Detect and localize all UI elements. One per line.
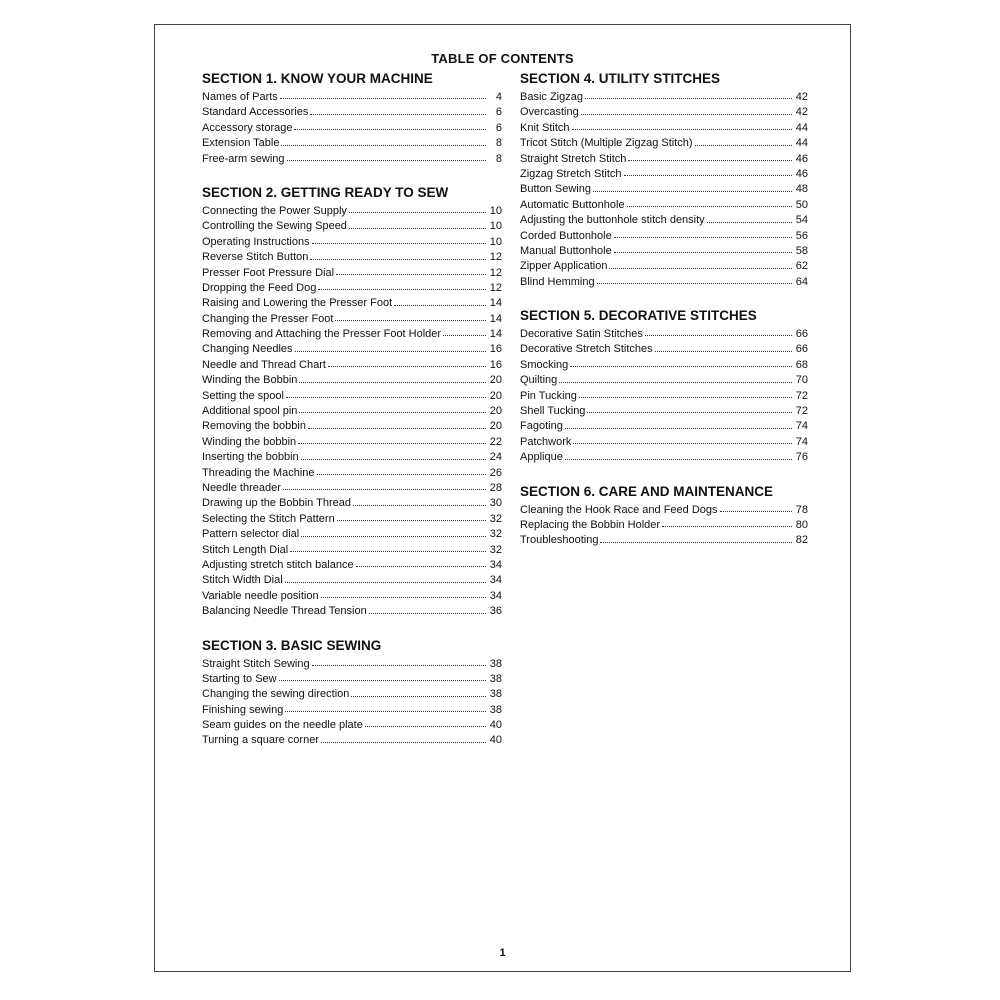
toc-entry bbox=[202, 496, 502, 511]
toc-entry-title: Changing the sewing direction bbox=[202, 688, 350, 701]
dot-leader bbox=[369, 612, 486, 614]
toc-entry bbox=[520, 244, 808, 259]
dot-leader bbox=[336, 273, 486, 275]
toc-entry-page: 50 bbox=[795, 198, 808, 211]
dot-leader bbox=[328, 365, 486, 367]
toc-entry-page: 14 bbox=[489, 328, 502, 341]
toc-entry-title: Stitch Length Dial bbox=[202, 543, 289, 556]
toc-entry-title: Standard Accessories bbox=[202, 106, 309, 119]
dot-leader bbox=[609, 267, 792, 269]
toc-entry-title: Removing the bobbin bbox=[202, 420, 306, 433]
toc-entry-page: 30 bbox=[489, 497, 502, 510]
dot-leader bbox=[321, 741, 486, 743]
toc-entry-title: Changing the Presser Foot bbox=[202, 312, 334, 325]
toc-entry bbox=[202, 604, 502, 619]
toc-entry bbox=[520, 229, 808, 244]
document-page bbox=[154, 24, 851, 972]
toc-entry-page: 34 bbox=[489, 589, 502, 602]
toc-entry-title: Applique bbox=[520, 451, 563, 464]
dot-leader bbox=[285, 581, 486, 583]
toc-entry bbox=[202, 136, 502, 151]
toc-entry-page: 12 bbox=[489, 281, 502, 294]
toc-entry bbox=[202, 435, 502, 450]
toc-entry-title: Adjusting the buttonhole stitch density bbox=[520, 214, 705, 227]
toc-entry bbox=[202, 672, 502, 687]
toc-entry-page: 80 bbox=[795, 518, 808, 531]
toc-entry-title: Automatic Buttonhole bbox=[520, 198, 625, 211]
toc-entry-page: 8 bbox=[495, 137, 502, 150]
toc-entry-page: 38 bbox=[489, 703, 502, 716]
toc-entry-page: 38 bbox=[489, 657, 502, 670]
toc-entry-page: 46 bbox=[795, 167, 808, 180]
toc-entry-title: Starting to Sew bbox=[202, 672, 277, 685]
toc-entry-title: Changing Needles bbox=[202, 343, 293, 356]
toc-entry-page: 32 bbox=[489, 512, 502, 525]
toc-entry-title: Presser Foot Pressure Dial bbox=[202, 266, 335, 279]
dot-leader bbox=[312, 242, 486, 244]
dot-leader bbox=[443, 334, 486, 336]
dot-leader bbox=[565, 458, 792, 460]
dot-leader bbox=[290, 550, 486, 552]
dot-leader bbox=[570, 365, 792, 367]
toc-entry bbox=[520, 404, 808, 419]
toc-entry bbox=[202, 358, 502, 373]
toc-entry-title: Raising and Lowering the Presser Foot bbox=[202, 297, 393, 310]
toc-entry-title: Straight Stretch Stitch bbox=[520, 152, 627, 165]
dot-leader bbox=[662, 525, 792, 527]
dot-leader bbox=[600, 541, 792, 543]
toc-entry-page: 20 bbox=[489, 405, 502, 418]
toc-section bbox=[202, 638, 502, 749]
toc-entry-title: Corded Buttonhole bbox=[520, 229, 612, 242]
dot-leader bbox=[707, 221, 792, 223]
toc-entry-page: 70 bbox=[795, 374, 808, 387]
toc-entry-page: 36 bbox=[489, 605, 502, 618]
toc-entry-title: Removing and Attaching the Presser Foot Holder bbox=[202, 328, 442, 341]
toc-section bbox=[202, 71, 502, 167]
toc-entry-title: Controlling the Sewing Speed bbox=[202, 220, 347, 233]
toc-entry bbox=[520, 450, 808, 465]
toc-entry-page: 58 bbox=[795, 244, 808, 257]
toc-entry-title: Needle and Thread Chart bbox=[202, 358, 326, 371]
toc-entry bbox=[202, 327, 502, 342]
toc-entry-page: 40 bbox=[489, 734, 502, 747]
toc-entry-page: 64 bbox=[795, 275, 808, 288]
toc-entry bbox=[202, 90, 502, 105]
dot-leader bbox=[287, 159, 486, 161]
dot-leader bbox=[283, 488, 486, 490]
toc-entry-page: 16 bbox=[489, 358, 502, 371]
dot-leader bbox=[585, 97, 792, 99]
toc-entry bbox=[202, 342, 502, 357]
toc-entry-page: 8 bbox=[495, 152, 502, 165]
toc-entry-page: 56 bbox=[795, 229, 808, 242]
toc-entry bbox=[520, 121, 808, 136]
toc-entry-page: 46 bbox=[795, 152, 808, 165]
toc-entry-title: Knit Stitch bbox=[520, 121, 570, 134]
toc-entry-title: Dropping the Feed Dog bbox=[202, 281, 317, 294]
toc-entry-page: 62 bbox=[795, 260, 808, 273]
toc-entry bbox=[520, 136, 808, 151]
dot-leader bbox=[301, 535, 486, 537]
section-title: SECTION 4. UTILITY STITCHES bbox=[520, 71, 721, 86]
toc-entry bbox=[520, 259, 808, 274]
dot-leader bbox=[286, 396, 486, 398]
toc-entry-title: Zigzag Stretch Stitch bbox=[520, 167, 622, 180]
dot-leader bbox=[281, 144, 486, 146]
toc-entry-page: 28 bbox=[489, 481, 502, 494]
dot-leader bbox=[298, 442, 486, 444]
dot-leader bbox=[310, 258, 486, 260]
toc-entry bbox=[202, 219, 502, 234]
toc-entry-title: Winding the Bobbin bbox=[202, 374, 298, 387]
toc-entry-page: 14 bbox=[489, 312, 502, 325]
toc-entry-title: Straight Stitch Sewing bbox=[202, 657, 310, 670]
dot-leader bbox=[655, 350, 792, 352]
toc-entry-page: 16 bbox=[489, 343, 502, 356]
toc-entry-page: 12 bbox=[489, 251, 502, 264]
toc-entry-page: 24 bbox=[489, 451, 502, 464]
toc-entry bbox=[202, 204, 502, 219]
toc-entry-title: Stitch Width Dial bbox=[202, 574, 283, 587]
dot-leader bbox=[624, 174, 793, 176]
dot-leader bbox=[337, 519, 486, 521]
dot-leader bbox=[573, 442, 792, 444]
dot-leader bbox=[299, 381, 486, 383]
dot-leader bbox=[310, 113, 486, 115]
toc-entry bbox=[520, 389, 808, 404]
toc-entry-title: Selecting the Stitch Pattern bbox=[202, 512, 335, 525]
toc-entry bbox=[520, 327, 808, 342]
toc-entry-title: Tricot Stitch (Multiple Zigzag Stitch) bbox=[520, 137, 693, 150]
toc-entry-page: 4 bbox=[495, 91, 502, 103]
toc-entry bbox=[202, 450, 502, 465]
toc-entry-title: Seam guides on the needle plate bbox=[202, 719, 363, 732]
toc-entry bbox=[202, 481, 502, 496]
dot-leader bbox=[308, 427, 486, 429]
toc-entry-page: 74 bbox=[795, 435, 808, 448]
toc-entry-title: Threading the Machine bbox=[202, 466, 315, 479]
page-title: TABLE OF CONTENTS bbox=[431, 51, 574, 66]
toc-entry-page: 22 bbox=[489, 435, 502, 448]
toc-entry bbox=[202, 266, 502, 281]
toc-entry-page: 78 bbox=[795, 503, 808, 516]
dot-leader bbox=[365, 725, 486, 727]
dot-leader bbox=[565, 427, 792, 429]
toc-entry-title: Zipper Application bbox=[520, 260, 608, 273]
toc-entry-title: Decorative Satin Stitches bbox=[520, 328, 643, 341]
dot-leader bbox=[280, 97, 486, 99]
toc-entry bbox=[202, 105, 502, 120]
toc-entry bbox=[520, 90, 808, 105]
dot-leader bbox=[627, 205, 792, 207]
dot-leader bbox=[299, 411, 486, 413]
toc-entry-page: 42 bbox=[795, 91, 808, 103]
toc-entry-page: 10 bbox=[489, 204, 502, 217]
toc-entry bbox=[520, 503, 808, 518]
toc-entry bbox=[202, 687, 502, 702]
dot-leader bbox=[301, 458, 486, 460]
dot-leader bbox=[349, 227, 486, 229]
toc-entry-page: 44 bbox=[795, 137, 808, 150]
toc-entry bbox=[202, 527, 502, 542]
toc-entry-title: Inserting the bobbin bbox=[202, 451, 299, 464]
toc-entry bbox=[202, 419, 502, 434]
section-title: SECTION 3. BASIC SEWING bbox=[202, 637, 382, 653]
dot-leader bbox=[597, 282, 792, 284]
toc-entry-title: Smocking bbox=[520, 358, 569, 371]
toc-entry-page: 42 bbox=[795, 106, 808, 119]
toc-entry bbox=[202, 389, 502, 404]
dot-leader bbox=[593, 190, 792, 192]
toc-entry bbox=[202, 657, 502, 672]
toc-entry bbox=[202, 281, 502, 296]
dot-leader bbox=[294, 128, 486, 130]
toc-entry-page: 12 bbox=[489, 266, 502, 279]
toc-entry bbox=[202, 312, 502, 327]
toc-entry-page: 82 bbox=[795, 534, 808, 547]
section-title: SECTION 6. CARE AND MAINTENANCE bbox=[520, 483, 774, 499]
toc-entry-title: Setting the spool bbox=[202, 389, 284, 402]
toc-entry bbox=[520, 518, 808, 533]
section-title: SECTION 5. DECORATIVE STITCHES bbox=[520, 308, 757, 324]
toc-entry bbox=[202, 373, 502, 388]
toc-entry bbox=[202, 558, 502, 573]
toc-entry bbox=[520, 167, 808, 182]
toc-entry-page: 66 bbox=[795, 328, 808, 341]
toc-entry bbox=[202, 573, 502, 588]
dot-leader bbox=[335, 319, 486, 321]
toc-entry bbox=[520, 435, 808, 450]
dot-leader bbox=[695, 144, 792, 146]
toc-entry-title: Manual Buttonhole bbox=[520, 244, 612, 257]
toc-entry bbox=[520, 182, 808, 197]
toc-entry-title: Cleaning the Hook Race and Feed Dogs bbox=[520, 503, 718, 516]
section-title: SECTION 1. KNOW YOUR MACHINE bbox=[202, 71, 433, 86]
toc-entry-title: Quilting bbox=[520, 374, 558, 387]
toc-entry-page: 38 bbox=[489, 672, 502, 685]
toc-entry bbox=[202, 235, 502, 250]
toc-entry-title: Pattern selector dial bbox=[202, 528, 300, 541]
toc-entry-page: 6 bbox=[495, 121, 502, 134]
dot-leader bbox=[351, 695, 486, 697]
toc-entry-page: 74 bbox=[795, 420, 808, 433]
toc-entry-title: Pin Tucking bbox=[520, 389, 577, 402]
toc-section bbox=[520, 308, 808, 466]
toc-entry-page: 10 bbox=[489, 235, 502, 248]
toc-entry bbox=[202, 121, 502, 136]
toc-entry-page: 38 bbox=[489, 688, 502, 701]
toc-entry bbox=[202, 589, 502, 604]
toc-entry-title: Balancing Needle Thread Tension bbox=[202, 605, 367, 618]
toc-section bbox=[520, 484, 808, 549]
toc-entry-title: Replacing the Bobbin Holder bbox=[520, 518, 661, 531]
toc-entry-title: Drawing up the Bobbin Thread bbox=[202, 497, 352, 510]
toc-entry bbox=[520, 373, 808, 388]
toc-section bbox=[202, 185, 502, 620]
toc-entry bbox=[520, 105, 808, 120]
toc-entry bbox=[202, 512, 502, 527]
dot-leader bbox=[353, 504, 486, 506]
dot-leader bbox=[285, 710, 486, 712]
dot-leader bbox=[317, 473, 486, 475]
toc-entry bbox=[520, 342, 808, 357]
toc-entry-page: 34 bbox=[489, 558, 502, 571]
dot-leader bbox=[349, 211, 486, 213]
toc-entry bbox=[520, 275, 808, 290]
dot-leader bbox=[579, 396, 792, 398]
toc-entry bbox=[202, 718, 502, 733]
toc-entry-title: Button Sewing bbox=[520, 183, 591, 196]
toc-entry-title: Operating Instructions bbox=[202, 235, 310, 248]
toc-entry-title: Shell Tucking bbox=[520, 405, 586, 418]
toc-entry-page: 54 bbox=[795, 214, 808, 227]
toc-section bbox=[520, 71, 808, 290]
toc-entry bbox=[520, 533, 808, 548]
dot-leader bbox=[572, 128, 792, 130]
toc-entry-page: 26 bbox=[489, 466, 502, 479]
toc-entry-page: 34 bbox=[489, 574, 502, 587]
toc-entry-page: 66 bbox=[795, 343, 808, 356]
toc-entry bbox=[202, 250, 502, 265]
right-column bbox=[520, 71, 808, 567]
toc-entry bbox=[520, 419, 808, 434]
toc-entry-title: Decorative Stretch Stitches bbox=[520, 343, 653, 356]
toc-entry-title: Connecting the Power Supply bbox=[202, 204, 347, 217]
toc-entry-title: Basic Zigzag bbox=[520, 91, 583, 103]
toc-entry-title: Troubleshooting bbox=[520, 534, 599, 547]
toc-entry-title: Patchwork bbox=[520, 435, 572, 448]
toc-entry-page: 72 bbox=[795, 405, 808, 418]
dot-leader bbox=[614, 251, 792, 253]
dot-leader bbox=[720, 510, 792, 512]
dot-leader bbox=[587, 411, 792, 413]
toc-entry-page: 68 bbox=[795, 358, 808, 371]
toc-entry-page: 20 bbox=[489, 389, 502, 402]
toc-entry bbox=[202, 733, 502, 748]
page-number: 1 bbox=[499, 947, 506, 959]
toc-entry bbox=[520, 152, 808, 167]
dot-leader bbox=[321, 596, 486, 598]
toc-entry bbox=[520, 213, 808, 228]
toc-entry-title: Fagoting bbox=[520, 420, 563, 433]
toc-entry-page: 72 bbox=[795, 389, 808, 402]
toc-entry-page: 44 bbox=[795, 121, 808, 134]
toc-entry-title: Extension Table bbox=[202, 137, 280, 150]
toc-entry-title: Variable needle position bbox=[202, 589, 319, 602]
dot-leader bbox=[279, 679, 486, 681]
dot-leader bbox=[581, 113, 792, 115]
toc-entry bbox=[202, 296, 502, 311]
toc-entry bbox=[202, 466, 502, 481]
toc-entry-page: 10 bbox=[489, 220, 502, 233]
toc-entry-page: 32 bbox=[489, 528, 502, 541]
dot-leader bbox=[628, 159, 792, 161]
toc-entry-page: 14 bbox=[489, 297, 502, 310]
toc-entry-title: Blind Hemming bbox=[520, 275, 595, 288]
toc-entry-page: 76 bbox=[795, 451, 808, 464]
dot-leader bbox=[318, 288, 486, 290]
toc-entry-title: Needle threader bbox=[202, 481, 281, 494]
toc-entry-page: 48 bbox=[795, 183, 808, 196]
toc-entry-title: Finishing sewing bbox=[202, 703, 284, 716]
toc-entry-page: 40 bbox=[489, 719, 502, 732]
dot-leader bbox=[295, 350, 486, 352]
dot-leader bbox=[394, 304, 486, 306]
toc-entry-title: Accessory storage bbox=[202, 121, 293, 134]
section-title: SECTION 2. GETTING READY TO SEW bbox=[202, 184, 449, 200]
toc-entry-title: Free-arm sewing bbox=[202, 152, 285, 165]
dot-leader bbox=[312, 664, 486, 666]
left-column bbox=[202, 71, 502, 767]
toc-entry bbox=[202, 404, 502, 419]
toc-entry-page: 32 bbox=[489, 543, 502, 556]
toc-entry bbox=[520, 198, 808, 213]
toc-entry bbox=[202, 703, 502, 718]
toc-entry-title: Winding the bobbin bbox=[202, 435, 297, 448]
toc-entry-title: Turning a square corner bbox=[202, 734, 319, 747]
toc-entry-title: Adjusting stretch stitch balance bbox=[202, 558, 354, 571]
dot-leader bbox=[645, 334, 792, 336]
toc-entry-page: 20 bbox=[489, 420, 502, 433]
toc-entry bbox=[202, 543, 502, 558]
dot-leader bbox=[356, 565, 486, 567]
toc-entry bbox=[202, 152, 502, 167]
toc-entry bbox=[520, 358, 808, 373]
toc-entry-title: Reverse Stitch Button bbox=[202, 251, 309, 264]
toc-entry-title: Additional spool pin bbox=[202, 405, 298, 418]
dot-leader bbox=[614, 236, 792, 238]
toc-entry-page: 6 bbox=[495, 106, 502, 119]
toc-entry-title: Overcasting bbox=[520, 106, 579, 119]
dot-leader bbox=[559, 381, 792, 383]
toc-entry-page: 20 bbox=[489, 374, 502, 387]
toc-entry-title: Names of Parts bbox=[202, 91, 278, 103]
